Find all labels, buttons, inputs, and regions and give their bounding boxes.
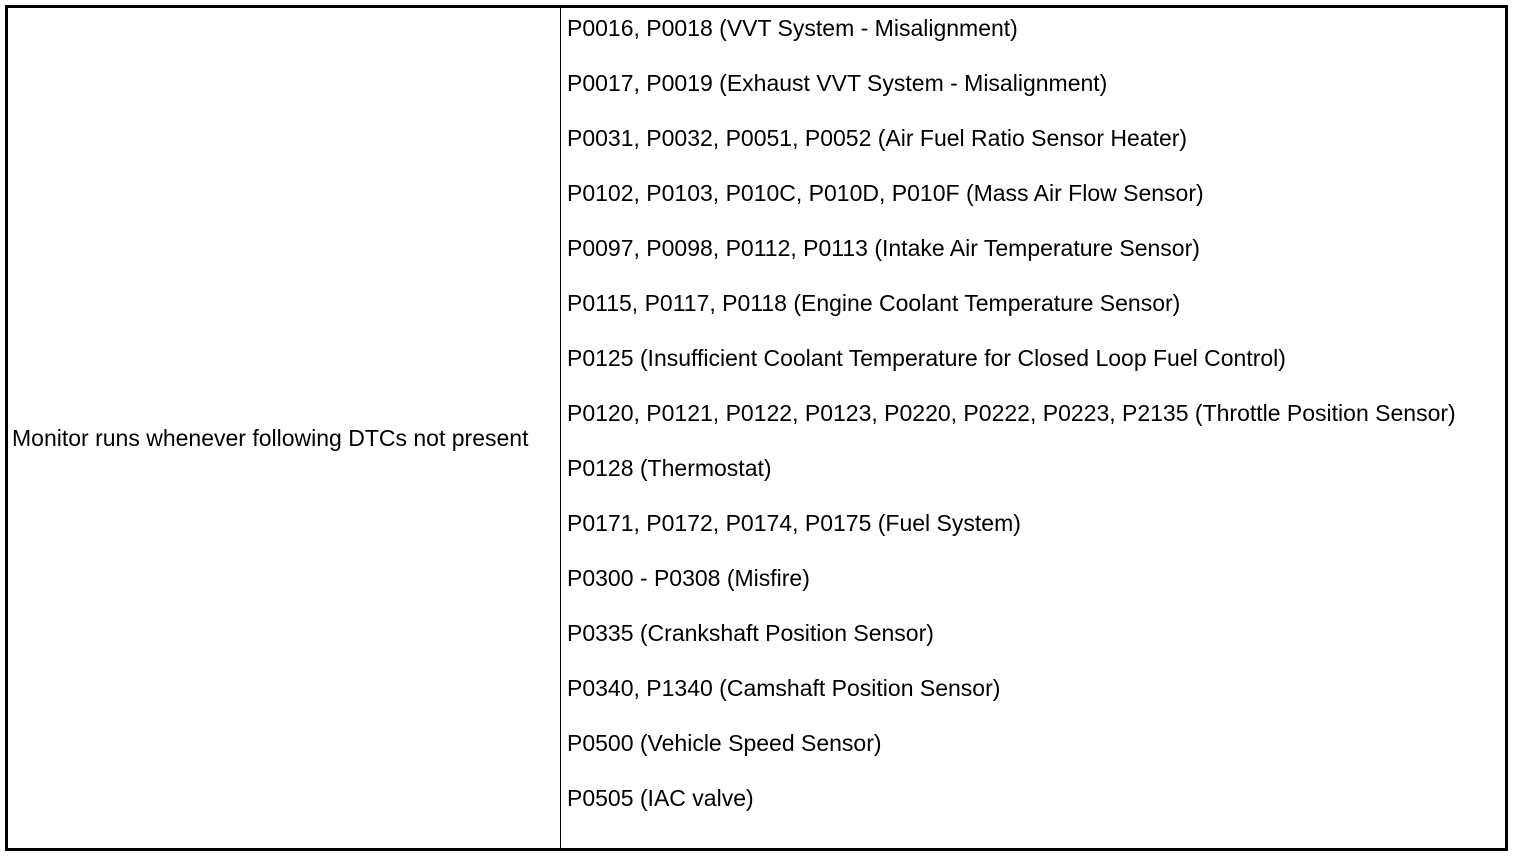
dtc-item: P0125 (Insufficient Coolant Temperature for Closed Loop Fuel Control)	[567, 345, 1286, 371]
dtc-table	[5, 5, 1508, 851]
dtc-list-cell	[561, 8, 1505, 848]
dtc-item: P0102, P0103, P010C, P010D, P010F (Mass Air Flow Sensor)	[567, 180, 1204, 206]
dtc-item: P0300 - P0308 (Misfire)	[567, 565, 810, 591]
dtc-item: P0016, P0018 (VVT System - Misalignment)	[567, 15, 1018, 41]
dtc-item: P0335 (Crankshaft Position Sensor)	[567, 620, 934, 646]
condition-cell	[8, 8, 561, 848]
dtc-item: P0017, P0019 (Exhaust VVT System - Misalignment)	[567, 70, 1108, 96]
dtc-item: P0128 (Thermostat)	[567, 455, 772, 481]
dtc-item: P0115, P0117, P0118 (Engine Coolant Temperature Sensor)	[567, 290, 1181, 316]
condition-text: Monitor runs whenever following DTCs not present	[12, 425, 529, 451]
dtc-item: P0505 (IAC valve)	[567, 785, 754, 811]
dtc-item: P0500 (Vehicle Speed Sensor)	[567, 730, 882, 756]
dtc-item: P0120, P0121, P0122, P0123, P0220, P0222, P0223, P2135 (Throttle Position Sensor)	[567, 400, 1456, 426]
dtc-item: P0097, P0098, P0112, P0113 (Intake Air Temperature Sensor)	[567, 235, 1200, 261]
dtc-item: P0340, P1340 (Camshaft Position Sensor)	[567, 675, 1001, 701]
dtc-item: P0171, P0172, P0174, P0175 (Fuel System)	[567, 510, 1021, 536]
dtc-item: P0031, P0032, P0051, P0052 (Air Fuel Ratio Sensor Heater)	[567, 125, 1188, 151]
